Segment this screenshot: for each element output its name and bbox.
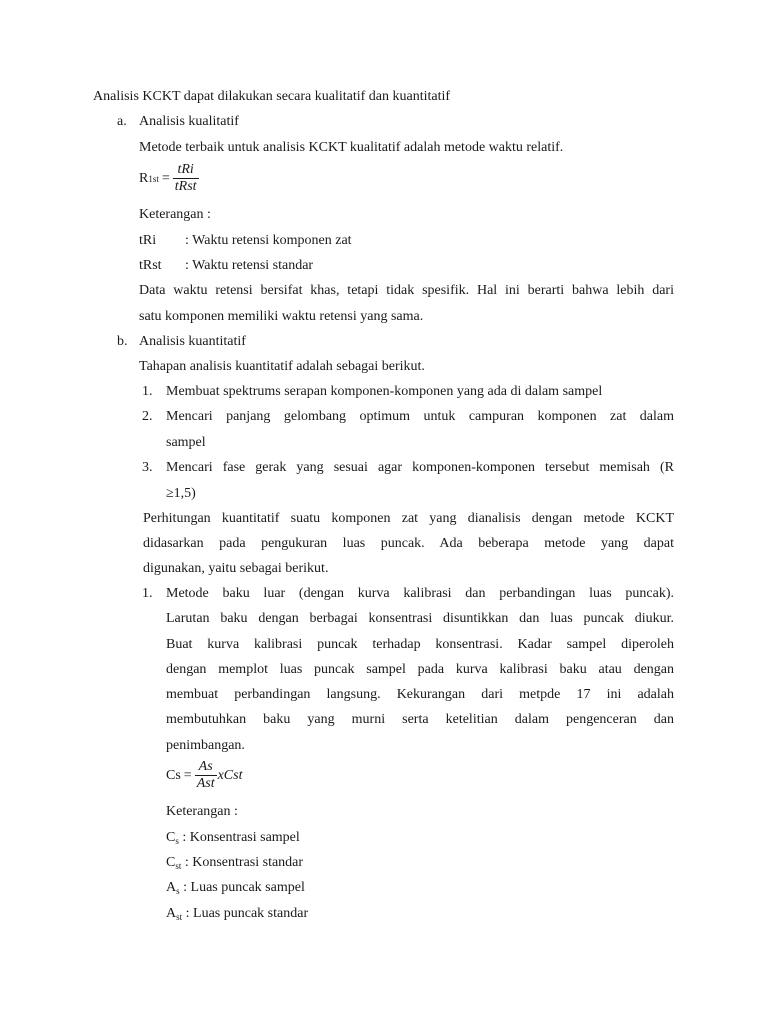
method-text-line: Larutan baku dengan berbagai konsentrasi disuntikkan dan luas puncak diukur. <box>166 611 674 626</box>
formula-fraction <box>173 162 199 195</box>
formula-fraction <box>195 759 217 792</box>
method-text-line: membutuhkan baku yang murni serta ketelitian dalam pengenceran dan <box>166 712 674 727</box>
formula-denominator: Ast <box>196 776 215 791</box>
section-b-intro: Tahapan analisis kuantitatif adalah sebagai berikut. <box>139 359 425 374</box>
section-a-paragraph-line: Data waktu retensi bersifat khas, tetapi tidak spesifik. Hal ini berarti bahwa lebih dari <box>139 283 674 298</box>
method-text-line: Buat kurva kalibrasi puncak terhadap konsentrasi. Kadar sampel diperoleh <box>166 637 674 652</box>
definition-desc: : Waktu retensi standar <box>185 258 314 273</box>
step-number: 3. <box>142 460 153 475</box>
symbol-definition: $A_{st}$ : Luas puncak standar <box>166 906 309 922</box>
step-text: ≥1,5) <box>166 486 196 501</box>
step-text: Mencari fase gerak yang sesuai agar komponen-komponen tersebut memisah (R <box>166 460 674 475</box>
symbol-definition: $C_{st}$ : Konsentrasi standar <box>166 855 304 871</box>
method-number: 1. <box>142 586 153 601</box>
symbol-definition: $A_s$ : Luas puncak sampel <box>166 880 305 896</box>
symbol-definition: $C_s$ : Konsentrasi sampel <box>166 830 300 846</box>
definition-term: tRst <box>139 258 162 273</box>
method-text-line: Metode baku luar (dengan kurva kalibrasi dan perbandingan luas puncak). <box>166 586 674 601</box>
definition-term: tRi <box>139 233 157 248</box>
step-number: 1. <box>142 384 153 399</box>
formula-lhs: Cs <box>166 767 181 783</box>
step-number: 2. <box>142 409 153 424</box>
formula-numerator: tRi <box>173 162 199 179</box>
definition-desc: : Waktu retensi komponen zat <box>185 233 352 248</box>
section-b-paragraph-line: didasarkan pada pengukuran luas puncak. Ada beberapa metode yang dapat <box>143 536 674 551</box>
section-a-keterangan-label: Keterangan : <box>139 207 211 222</box>
formula-numerator: As <box>195 759 217 776</box>
formula-rhs: xCst <box>217 767 243 783</box>
section-a-intro: Metode terbaik untuk analisis KCKT kualitatif adalah metode waktu relatif. <box>139 140 564 155</box>
method-text-line: membuat perbandingan langsung. Kekurangan dari metpde 17 ini adalah <box>166 687 674 702</box>
formula-lhs-subscript: 1st <box>148 173 159 184</box>
section-a-title: Analisis kualitatif <box>139 114 239 129</box>
formula-equals: = <box>161 170 170 186</box>
section-b-paragraph-line: Perhitungan kuantitatif suatu komponen zat yang dianalisis dengan metode KCKT <box>143 511 674 526</box>
section-a-marker: a. <box>117 114 127 129</box>
method-keterangan-label: Keterangan : <box>166 804 238 819</box>
step-text: sampel <box>166 435 206 450</box>
step-text: Mencari panjang gelombang optimum untuk campuran komponen zat dalam <box>166 409 674 424</box>
formula-lhs: R <box>139 170 149 186</box>
formula-denominator: tRst <box>174 179 197 194</box>
relative-time-formula <box>139 162 199 195</box>
external-standard-formula <box>166 759 242 792</box>
formula-equals: = <box>183 767 192 783</box>
method-text-line: dengan memplot luas puncak sampel pada kurva kalibrasi baku atau dengan <box>166 662 674 677</box>
section-a-paragraph-line: satu komponen memiliki waktu retensi yang sama. <box>139 309 424 324</box>
section-b-title: Analisis kuantitatif <box>139 334 246 349</box>
section-b-paragraph-line: digunakan, yaitu sebagai berikut. <box>143 561 329 576</box>
step-text: Membuat spektrums serapan komponen-komponen yang ada di dalam sampel <box>166 384 603 399</box>
document-heading: Analisis KCKT dapat dilakukan secara kualitatif dan kuantitatif <box>93 89 451 104</box>
section-b-marker: b. <box>117 334 128 349</box>
method-text-line: penimbangan. <box>166 738 245 753</box>
